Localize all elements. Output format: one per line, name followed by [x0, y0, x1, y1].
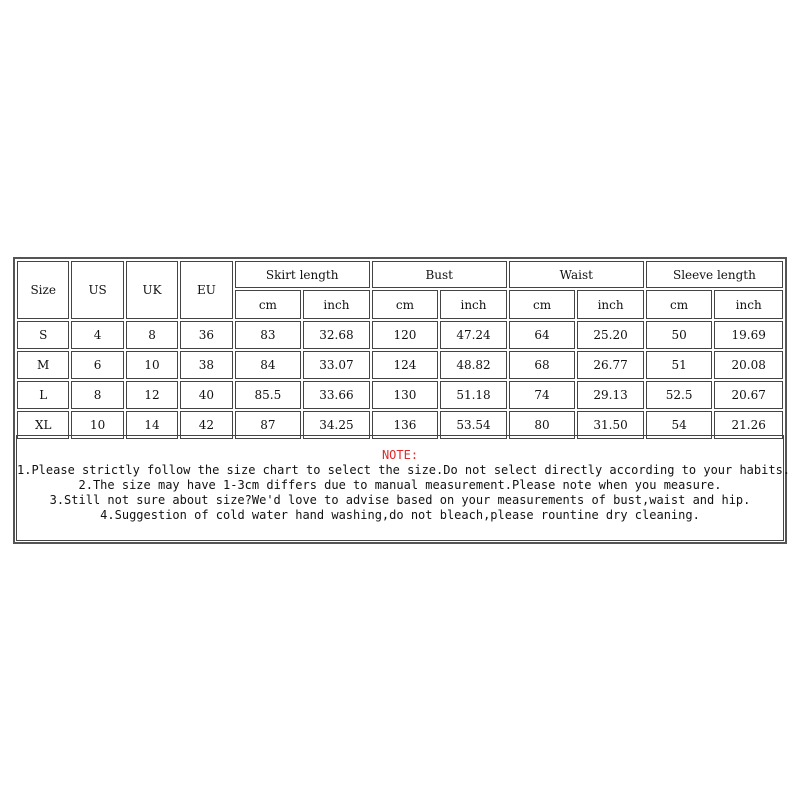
cell-waist-cm: 68: [509, 351, 576, 379]
cell-bust-cm: 120: [372, 321, 439, 349]
cell-waist-inch: 31.50: [577, 411, 644, 439]
cell-us: 6: [71, 351, 123, 379]
header-us: US: [71, 261, 123, 319]
cell-us: 4: [71, 321, 123, 349]
unit-cm: cm: [646, 290, 713, 319]
cell-bust-cm: 130: [372, 381, 439, 409]
cell-size: XL: [17, 411, 69, 439]
header-waist: Waist: [509, 261, 644, 288]
cell-eu: 40: [180, 381, 232, 409]
header-skirt-length: Skirt length: [235, 261, 370, 288]
cell-bust-inch: 48.82: [440, 351, 507, 379]
cell-skirt-cm: 85.5: [235, 381, 302, 409]
cell-sleeve-inch: 20.67: [714, 381, 783, 409]
cell-sleeve-inch: 21.26: [714, 411, 783, 439]
cell-skirt-cm: 84: [235, 351, 302, 379]
table-row: [17, 381, 783, 409]
cell-bust-cm: 124: [372, 351, 439, 379]
cell-skirt-inch: 34.25: [303, 411, 370, 439]
table-row: [17, 321, 783, 349]
cell-uk: 8: [126, 321, 178, 349]
cell-sleeve-inch: 20.08: [714, 351, 783, 379]
unit-inch: inch: [440, 290, 507, 319]
note-title: NOTE:: [381, 448, 419, 462]
unit-inch: inch: [714, 290, 783, 319]
header-sleeve-length: Sleeve length: [646, 261, 783, 288]
cell-skirt-inch: 33.07: [303, 351, 370, 379]
cell-skirt-cm: 87: [235, 411, 302, 439]
cell-eu: 36: [180, 321, 232, 349]
cell-uk: 10: [126, 351, 178, 379]
cell-sleeve-inch: 19.69: [714, 321, 783, 349]
cell-skirt-cm: 83: [235, 321, 302, 349]
cell-uk: 14: [126, 411, 178, 439]
unit-inch: inch: [577, 290, 644, 319]
note-box: [16, 435, 791, 541]
cell-waist-cm: 80: [509, 411, 576, 439]
cell-sleeve-cm: 50: [646, 321, 713, 349]
unit-inch: inch: [303, 290, 370, 319]
size-chart: [13, 257, 791, 544]
unit-cm: cm: [509, 290, 576, 319]
cell-skirt-inch: 33.66: [303, 381, 370, 409]
header-eu: EU: [180, 261, 232, 319]
cell-sleeve-cm: 54: [646, 411, 713, 439]
cell-bust-inch: 51.18: [440, 381, 507, 409]
table-row: [17, 351, 783, 379]
cell-us: 10: [71, 411, 123, 439]
header-size: Size: [17, 261, 69, 319]
cell-sleeve-cm: 51: [646, 351, 713, 379]
cell-waist-inch: 26.77: [577, 351, 644, 379]
cell-uk: 12: [126, 381, 178, 409]
header-row: [17, 261, 783, 288]
cell-sleeve-cm: 52.5: [646, 381, 713, 409]
note-line: 4.Suggestion of cold water hand washing,do not bleach,please rountine dry cleaning.: [100, 508, 700, 522]
note-line: 2.The size may have 1-3cm differs due to manual measurement.Please note when you measure.: [78, 478, 722, 492]
cell-eu: 38: [180, 351, 232, 379]
cell-bust-inch: 53.54: [440, 411, 507, 439]
cell-size: S: [17, 321, 69, 349]
cell-eu: 42: [180, 411, 232, 439]
cell-us: 8: [71, 381, 123, 409]
unit-cm: cm: [235, 290, 302, 319]
unit-cm: cm: [372, 290, 439, 319]
header-uk: UK: [126, 261, 178, 319]
note-line: 3.Still not sure about size?We'd love to advise based on your measurements of bust,waist and hip.: [49, 493, 751, 507]
cell-bust-cm: 136: [372, 411, 439, 439]
header-bust: Bust: [372, 261, 507, 288]
note-line: 1.Please strictly follow the size chart to select the size.Do not select directly according to your habits.: [17, 463, 791, 477]
cell-size: L: [17, 381, 69, 409]
size-table: [15, 259, 785, 441]
cell-bust-inch: 47.24: [440, 321, 507, 349]
cell-size: M: [17, 351, 69, 379]
cell-waist-cm: 74: [509, 381, 576, 409]
cell-waist-inch: 25.20: [577, 321, 644, 349]
cell-waist-cm: 64: [509, 321, 576, 349]
cell-waist-inch: 29.13: [577, 381, 644, 409]
cell-skirt-inch: 32.68: [303, 321, 370, 349]
